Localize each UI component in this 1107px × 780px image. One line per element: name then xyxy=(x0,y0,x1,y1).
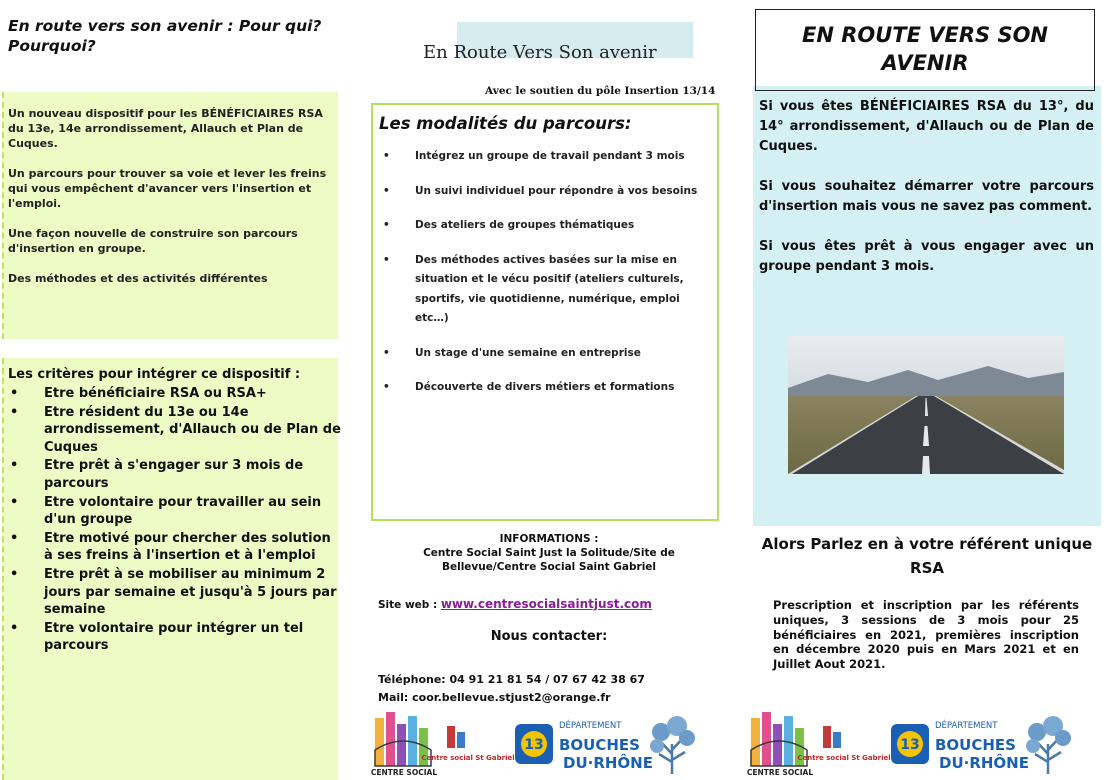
contact-title: Nous contacter: xyxy=(490,629,608,644)
bouches-label: BOUCHES xyxy=(935,736,1016,754)
criteria-item: • Etre volontaire pour intégrer un tel parcours xyxy=(8,620,344,655)
du-rhone-label: DU·RHÔNE xyxy=(939,754,1029,772)
criteria-item: • Etre bénéficiaire RSA ou RSA+ xyxy=(8,385,344,403)
modality-item: • Des méthodes actives basées sur la mise en situation et le vécu positif (ateliers culturels, sportifs, vie quotidienne, numérique, emploi etc…) xyxy=(379,251,711,329)
centre-social-text: CENTRE SOCIAL xyxy=(746,768,814,777)
intro-box xyxy=(2,92,338,339)
logos-row-right xyxy=(747,710,1107,780)
info-text: Centre Social Saint Just la Solitude/Site de Bellevue/Centre Social Saint Gabriel xyxy=(423,547,675,573)
modality-item: • Intégrez un groupe de travail pendant 3 mois xyxy=(379,147,711,167)
mail-line[interactable]: Mail: coor.bellevue.stjust2@orange.fr xyxy=(378,691,611,704)
departement-label: DÉPARTEMENT xyxy=(559,721,622,731)
criteria-item: • Etre résident du 13e ou 14e arrondissement, d'Allauch ou de Plan de Cuques xyxy=(8,404,344,457)
bouches-label: BOUCHES xyxy=(559,736,640,754)
info-block xyxy=(375,532,723,574)
st-gabriel-logo xyxy=(421,724,515,774)
website-label: Site web : xyxy=(378,599,441,611)
centre-social-logo xyxy=(747,710,813,778)
right-title: EN ROUTE VERS SON AVENIR xyxy=(755,9,1095,91)
modalities-title: Les modalités du parcours: xyxy=(379,114,632,133)
modalities-box xyxy=(371,103,719,521)
info-title: INFORMATIONS : xyxy=(499,533,599,545)
centre-social-logo xyxy=(371,710,437,778)
audience-paragraph: Si vous êtes prêt à vous engager avec un groupe pendant 3 mois. xyxy=(759,239,1094,274)
criteria-item: • Etre volontaire pour travailler au sein d'un groupe xyxy=(8,494,344,529)
criteria-item: • Etre prêt à s'engager sur 3 mois de parcours xyxy=(8,457,344,492)
left-title: En route vers son avenir : Pour qui? Pourquoi? xyxy=(8,17,322,55)
modality-item: • Un suivi individuel pour répondre à vos besoins xyxy=(379,182,711,202)
st-gabriel-text: Centre social St Gabriel xyxy=(797,754,891,762)
tree-icon xyxy=(647,714,697,776)
website-link[interactable]: www.centresocialsaintjust.com xyxy=(440,597,652,611)
phone-line: Téléphone: 04 91 21 81 54 / 07 67 42 38 67 xyxy=(378,673,645,686)
left-panel xyxy=(0,0,345,780)
contact-block xyxy=(378,671,645,707)
modality-item: • Des ateliers de groupes thématiques xyxy=(379,216,711,236)
intro-paragraph: Des méthodes et des activités différentes xyxy=(8,272,268,285)
call-to-action: Alors Parlez en à votre référent unique RSA xyxy=(761,535,1093,577)
logos-row xyxy=(371,710,731,780)
criteria-box xyxy=(2,358,341,780)
criteria-item: • Etre motivé pour chercher des solution à ses freins à l'insertion et à l'emploi xyxy=(8,530,344,565)
criteria-title: Les critères pour intégrer ce dispositif : xyxy=(8,367,301,382)
modalities-list xyxy=(379,147,711,398)
dep-number: 13 xyxy=(900,737,920,753)
right-panel xyxy=(745,0,1103,780)
criteria-item: • Etre prêt à se mobiliser au minimum 2 jours par semaine et jusqu'à 5 jours par semaine xyxy=(8,566,344,619)
tree-icon xyxy=(1023,714,1073,776)
audience-paragraph: Si vous souhaitez démarrer votre parcours d'insertion mais vous ne savez pas comment. xyxy=(759,179,1094,214)
du-rhone-label: DU·RHÔNE xyxy=(563,754,653,772)
road-photo xyxy=(788,336,1064,474)
prescription-text: Prescription et inscription par les référents uniques, 3 sessions de 3 mois pour 25 bénéficiaires en 2021, premières inscription en décembre 2020 puis en Mars 2021 et en Juillet Aout 2021. xyxy=(773,598,1079,672)
criteria-list xyxy=(8,385,341,655)
departement-logo xyxy=(513,714,653,776)
dep-number: 13 xyxy=(524,737,544,753)
intro-paragraph: Un nouveau dispositif pour les BÉNÉFICIAIRES RSA du 13e, 14e arrondissement, Allauch et Plan de Cuques. xyxy=(8,107,323,150)
centre-social-text: CENTRE SOCIAL xyxy=(370,768,438,777)
intro-paragraph: Une façon nouvelle de construire son parcours d'insertion en groupe. xyxy=(8,227,298,255)
departement-logo xyxy=(889,714,1029,776)
audience-paragraph: Si vous êtes BÉNÉFICIAIRES RSA du 13°, du 14° arrondissement, d'Allauch ou de Plan de Cuques. xyxy=(759,99,1094,154)
website-line xyxy=(378,597,652,611)
middle-title: En Route Vers Son avenir xyxy=(423,42,657,63)
intro-paragraph: Un parcours pour trouver sa voie et lever les freins qui vous empêchent d'avancer vers l'insertion et l'emploi. xyxy=(8,167,327,210)
st-gabriel-text: Centre social St Gabriel xyxy=(421,754,515,762)
modality-item: • Un stage d'une semaine en entreprise xyxy=(379,344,711,364)
st-gabriel-logo xyxy=(797,724,891,774)
departement-label: DÉPARTEMENT xyxy=(935,721,998,731)
modality-item: • Découverte de divers métiers et formations xyxy=(379,378,711,398)
middle-subtitle: Avec le soutien du pôle Insertion 13/14 xyxy=(485,85,716,97)
middle-panel xyxy=(345,0,745,780)
audience-text xyxy=(759,97,1094,297)
